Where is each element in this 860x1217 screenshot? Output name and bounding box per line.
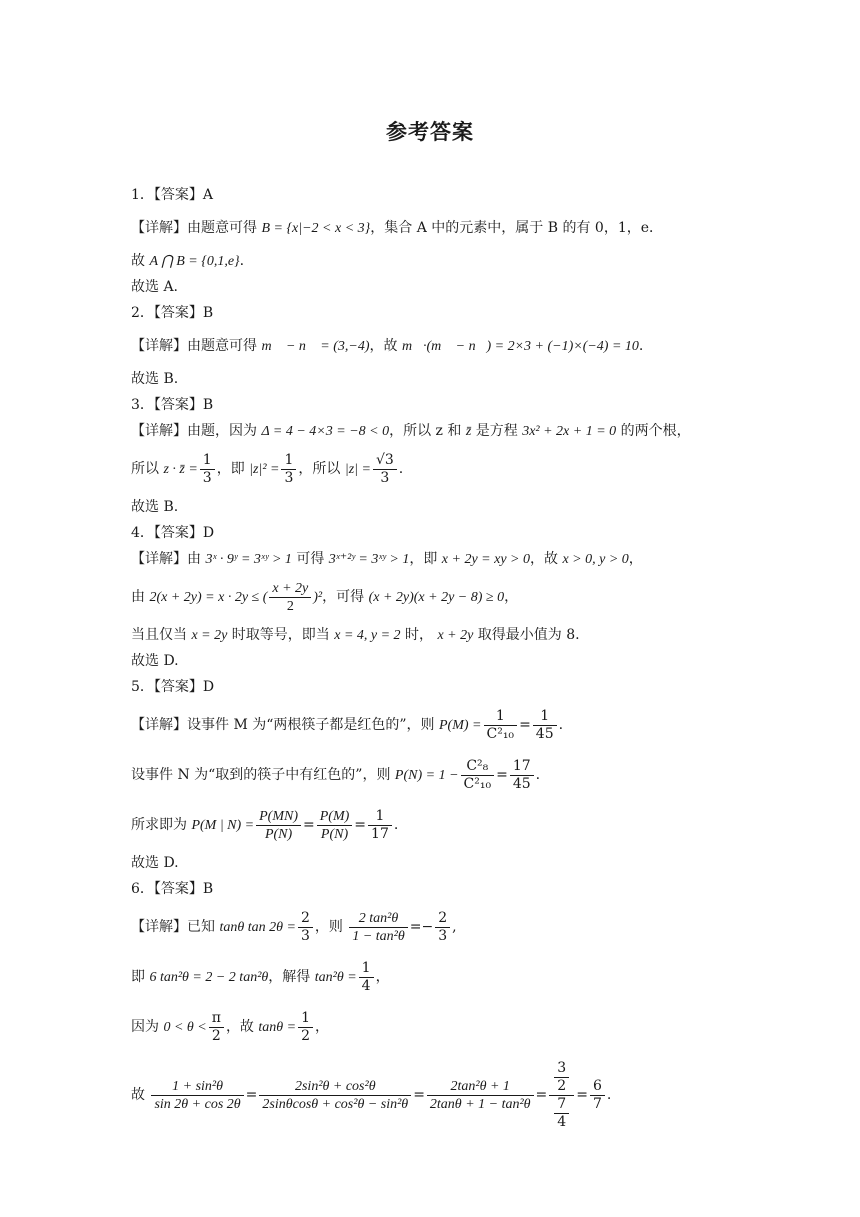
q6-fraction-3: $\frac{2}{3}$ (435, 910, 450, 945)
q4-answer: 4．【答案】D (131, 525, 215, 541)
q3-discriminant: Δ = 4 − 4×3 = −8 < 0 (261, 424, 390, 439)
q1-detail-line2: 故 A ⋂ B = {0,1,e}. (131, 253, 245, 269)
q1-choose: 故选 A. (131, 279, 179, 295)
q6-detail-line4: 故 $\frac{\text{1 + sin²θ}}{\sin 2\theta + \cos 2\theta}$ = $\frac{\text{2sin²θ + cos²θ}}{\text{2sinθcosθ + cos²θ − sin²θ}}$ = $\frac{\text{2tan²θ + 1}}{\text{2tanθ + 1 − tan²θ}}$ = $\frac{\frac{3}{2}}{\frac{7}{4}}$ = $\frac{6}{7}$ . (131, 1059, 612, 1130)
q5-answer: 5．【答案】D (131, 679, 215, 695)
q6-fraction-4: $\frac{1}{4}$ (359, 960, 374, 995)
q3-equation: 3x² + 2x + 1 = 0 (522, 424, 617, 439)
q6-compound-bottom: $\frac{7}{4}$ (554, 1096, 569, 1131)
q6-fraction-6: $\frac{1}{2}$ (298, 1010, 313, 1045)
q6-detail-line3: 因为 0 < θ < $\frac{\pi}{2}$ ，故 tanθ = $\frac{1}{2}$ ， (131, 1009, 330, 1044)
page-title: 参考答案 (386, 120, 474, 144)
q6-fraction-2: $\frac{\text{2 tan²θ}}{\text{1 − tan²θ}}$ (349, 910, 407, 945)
q3-detail-line1: 【详解】由题，因为 Δ = 4 − 4×3 = −8 < 0，所以 z 和 z̄ 是方程 3x² + 2x + 1 = 0 的两个根， (131, 423, 691, 439)
q6-compound-fraction (549, 1060, 574, 1131)
q2-choose: 故选 B. (131, 371, 179, 387)
q5-fraction-6: $\frac{P(M)}{P(N)}$ (317, 808, 353, 843)
q5-fraction-7: $\frac{1}{17}$ (368, 808, 392, 843)
q5-fraction-1: $\frac{1}{\text{C²₁₀}}$ (484, 708, 518, 743)
q6-answer: 6．【答案】B (131, 881, 214, 897)
q5-choose: 故选 D. (131, 855, 179, 871)
q5-detail-line1: 【详解】设事件 M 为“两根筷子都是红色的”，则 P(M) = $\frac{1}{\text{C²₁₀}}$ = $\frac{1}{45}$ . (131, 707, 564, 742)
q5-fraction-3: $\frac{\text{C²₈}}{\text{C²₁₀}}$ (461, 758, 495, 793)
q1-intersection: A ⋂ B = {0,1,e} (149, 254, 240, 269)
q5-detail-line3: 所求即为 P(M | N) = $\frac{P(MN)}{P(N)}$ = $\frac{P(M)}{P(N)}$ = $\frac{1}{17}$ . (131, 807, 399, 842)
q5-fraction-4: $\frac{17}{45}$ (510, 758, 534, 793)
q4-detail-line3: 当且仅当 x = 2y 时取等号，即当 x = 4, y = 2 时， x + 2y 取得最小值为 8. (131, 627, 580, 643)
q5-fraction-5: $\frac{P(MN)}{P(N)}$ (256, 808, 301, 843)
q4-fraction: $\frac{x + 2y}{2}$ (269, 580, 311, 615)
q6-detail-line1: 【详解】已知 tanθ tan 2θ = $\frac{2}{3}$ ，则 $\frac{\text{2 tan²θ}}{\text{1 − tan²θ}}$ =− $\frac{2}{3}$ , (131, 909, 457, 944)
q6-fraction-9: $\frac{\text{2tan²θ + 1}}{\text{2tanθ + 1 − tan²θ}}$ (427, 1078, 534, 1113)
q3-detail-line2: 所以 z · z̄ = $\frac{1}{3}$ ，即 |z|² = $\frac{1}{3}$ ，所以 |z| = $\frac{√3}{3}$ . (131, 451, 404, 486)
q5-fraction-2: $\frac{1}{45}$ (533, 708, 557, 743)
q3-fraction-one-third-b: $\frac{1}{3}$ (281, 452, 296, 487)
q3-fraction-sqrt3: $\frac{√3}{3}$ (373, 452, 397, 487)
q6-fraction-result: $\frac{6}{7}$ (590, 1078, 605, 1113)
q5-detail-line2: 设事件 N 为“取到的筷子中有红色的”，则 P(N) = 1 − $\frac{\text{C²₈}}{\text{C²₁₀}}$ = $\frac{17}{45}$ . (131, 757, 541, 792)
q2-dot-product: m⃗·(m⃗ − n⃗) = 2×3 + (−1)×(−4) = 10 (401, 339, 639, 354)
q2-answer: 2．【答案】B (131, 305, 214, 321)
q6-fraction-8: $\frac{\text{2sin²θ + cos²θ}}{\text{2sinθcosθ + cos²θ − sin²θ}}$ (259, 1078, 411, 1113)
q3-answer: 3．【答案】B (131, 397, 214, 413)
q2-detail-line1: 【详解】由题意可得 m⃗ − n⃗ = (3,−4)，故 m⃗·(m⃗ − n⃗) = 2×3 + (−1)×(−4) = 10. (131, 338, 644, 354)
q1-answer: 1．【答案】A (131, 187, 214, 203)
q1-detail-line1: 【详解】由题意可得 B = {x|−2 < x < 3}，集合 A 中的元素中，属于 B 的有 0，1，e． (131, 220, 664, 236)
q3-choose: 故选 B. (131, 499, 179, 515)
q2-vector-diff: m⃗ − n⃗ = (3,−4) (261, 339, 370, 354)
q6-fraction-1: $\frac{2}{3}$ (298, 910, 313, 945)
q4-detail-line2: 由 2(x + 2y) = x · 2y ≤ ( $\frac{x + 2y}{2}$ )²，可得 (x + 2y)(x + 2y − 8) ≥ 0， (131, 580, 519, 614)
q6-fraction-5: $\frac{\pi}{2}$ (209, 1010, 224, 1045)
q6-detail-line2: 即 6 tan²θ = 2 − 2 tan²θ，解得 tan²θ = $\frac{1}{4}$ ， (131, 959, 390, 994)
q1-set-b: B = {x|−2 < x < 3} (261, 221, 371, 236)
q3-fraction-one-third: $\frac{1}{3}$ (200, 452, 215, 487)
q6-fraction-7: $\frac{\text{1 + sin²θ}}{\sin 2\theta + \cos 2\theta}$ (151, 1078, 243, 1113)
answer-list (131, 182, 751, 1138)
q6-compound-top: $\frac{3}{2}$ (554, 1060, 569, 1095)
q4-detail-line1: 【详解】由 3ˣ · 9ʸ = 3ˣʸ > 1 可得 3ˣ⁺²ʸ = 3ˣʸ > 1，即 x + 2y = xy > 0，故 x > 0, y > 0， (131, 551, 643, 567)
q3-zbar: z̄ (465, 424, 472, 439)
q4-choose: 故选 D. (131, 653, 179, 669)
